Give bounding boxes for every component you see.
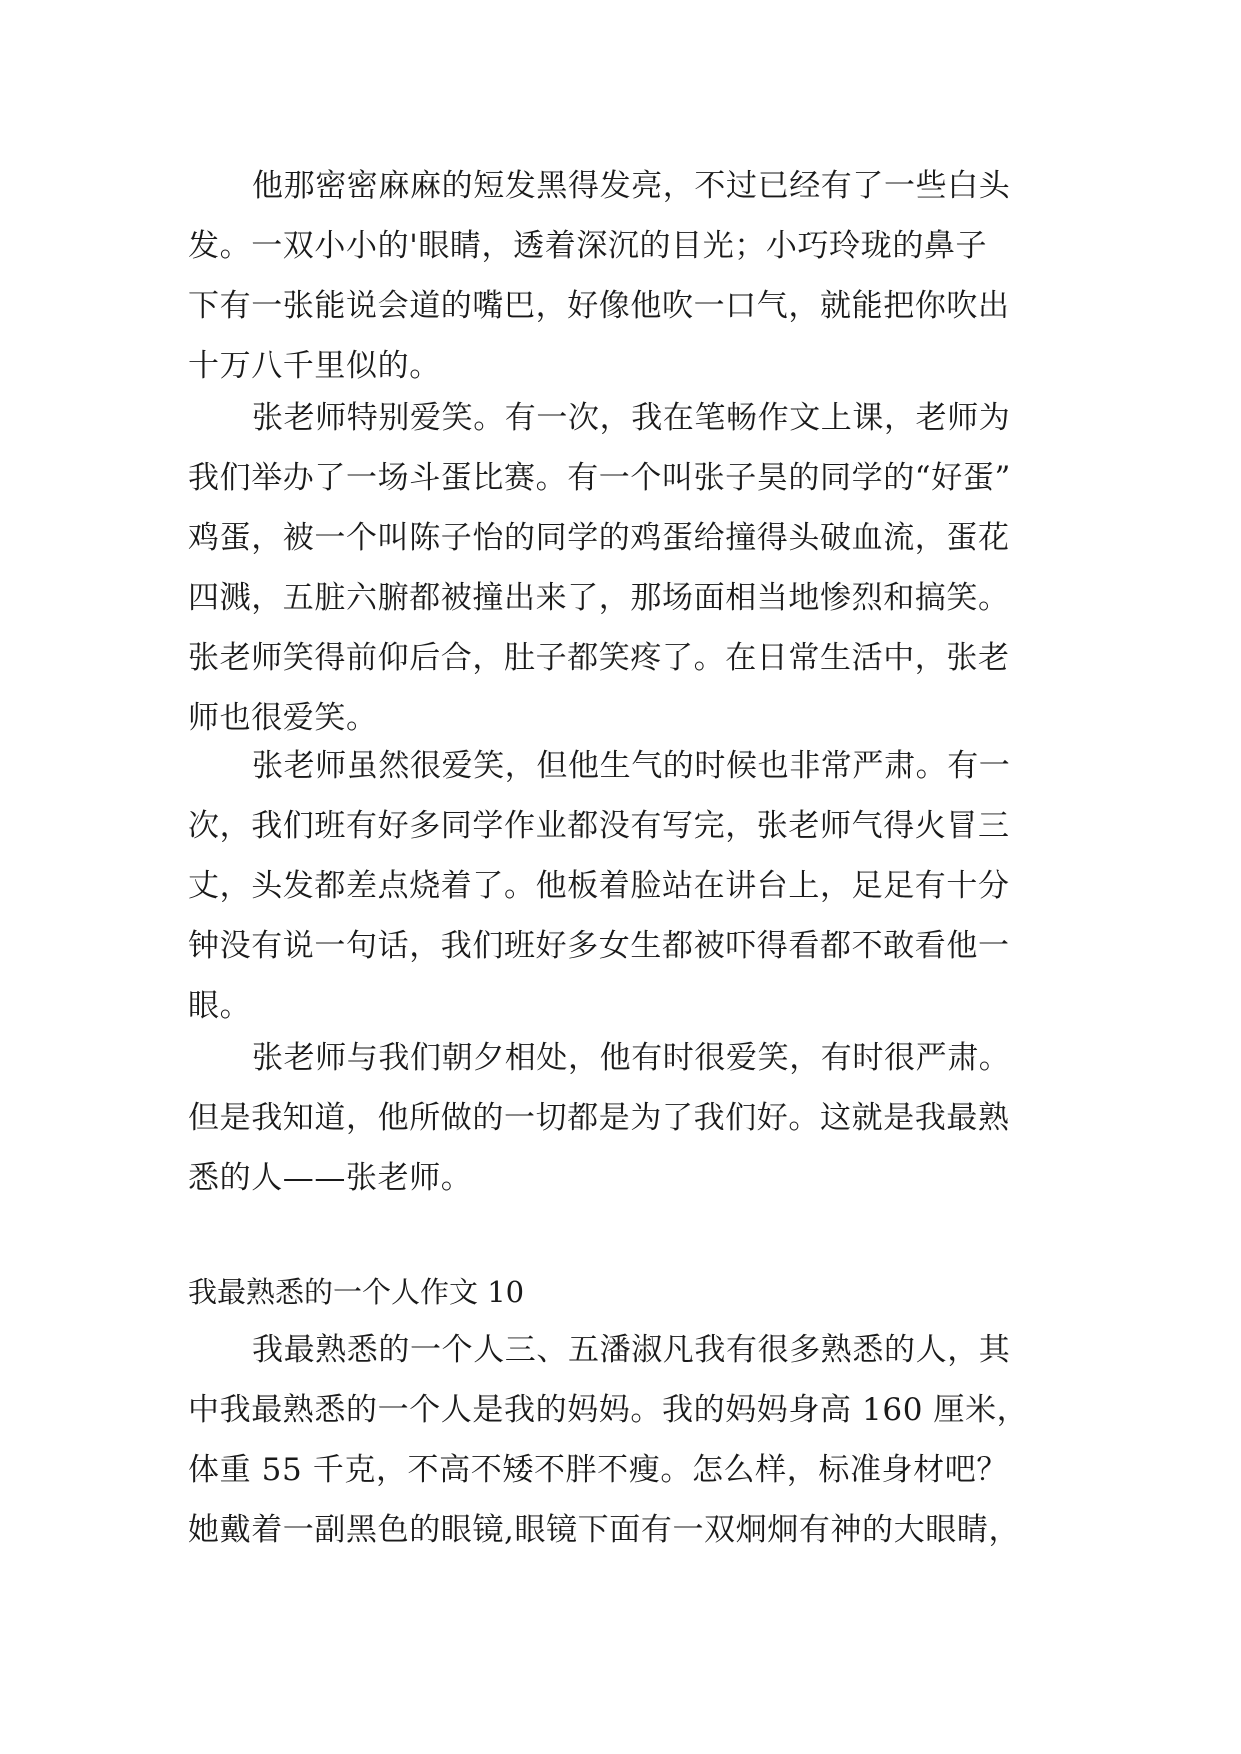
text-line: 次，我们班有好多同学作业都没有写完，张老师气得火冒三 bbox=[188, 808, 1010, 844]
text-line: 我们举办了一场斗蛋比赛。有一个叫张子昊的同学的“好蛋” bbox=[188, 460, 1011, 496]
text-line: 十万八千里似的。 bbox=[188, 348, 441, 384]
text-line: 我最熟悉的一个人三、五潘淑凡我有很多熟悉的人，其 bbox=[252, 1332, 1011, 1368]
text-line: 他那密密麻麻的短发黑得发亮，不过已经有了一些白头 bbox=[252, 168, 1011, 204]
paragraph-conclusion bbox=[188, 1028, 1058, 1208]
text-line: 张老师虽然很爱笑，但他生气的时候也非常严肃。有一 bbox=[252, 748, 1011, 784]
text-line: 师也很爱笑。 bbox=[188, 700, 378, 736]
section-heading: 我最熟悉的一个人作文 10 bbox=[188, 1275, 525, 1309]
paragraph-laughing bbox=[188, 388, 1058, 748]
text-line: 钟没有说一句话，我们班好多女生都被吓得看都不敢看他一 bbox=[188, 928, 1010, 964]
text-line: 眼。 bbox=[188, 988, 252, 1024]
text-line: 丈，头发都差点烧着了。他板着脸站在讲台上，足足有十分 bbox=[188, 868, 1010, 904]
text-line: 张老师与我们朝夕相处，他有时很爱笑，有时很严肃。 bbox=[252, 1040, 1011, 1076]
text-line: 四溅，五脏六腑都被撞出来了，那场面相当地惨烈和搞笑。 bbox=[188, 580, 1010, 616]
text-line: 发。一双小小的'眼睛，透着深沉的目光；小巧玲珑的鼻子 bbox=[188, 228, 988, 264]
text-line: 中我最熟悉的一个人是我的妈妈。我的妈妈身高 160 厘米， bbox=[188, 1392, 1029, 1428]
text-line: 鸡蛋，被一个叫陈子怡的同学的鸡蛋给撞得头破血流，蛋花 bbox=[188, 520, 1010, 556]
text-line: 张老师笑得前仰后合，肚子都笑疼了。在日常生活中，张老 bbox=[188, 640, 1010, 676]
text-line: 悉的人——张老师。 bbox=[188, 1160, 473, 1196]
paragraph-mother bbox=[188, 1320, 1058, 1560]
text-line: 体重 55 千克，不高不矮不胖不瘦。怎么样，标准身材吧？ bbox=[188, 1452, 1008, 1488]
paragraph-appearance bbox=[188, 156, 1058, 396]
text-line: 但是我知道，他所做的一切都是为了我们好。这就是我最熟 bbox=[188, 1100, 1010, 1136]
paragraph-serious bbox=[188, 736, 1058, 1036]
text-line: 下有一张能说会道的嘴巴，好像他吹一口气，就能把你吹出 bbox=[188, 288, 1010, 324]
text-line: 她戴着一副黑色的眼镜,眼镜下面有一双炯炯有神的大眼睛， bbox=[188, 1512, 1021, 1548]
text-line: 张老师特别爱笑。有一次，我在笔畅作文上课，老师为 bbox=[252, 400, 1011, 436]
